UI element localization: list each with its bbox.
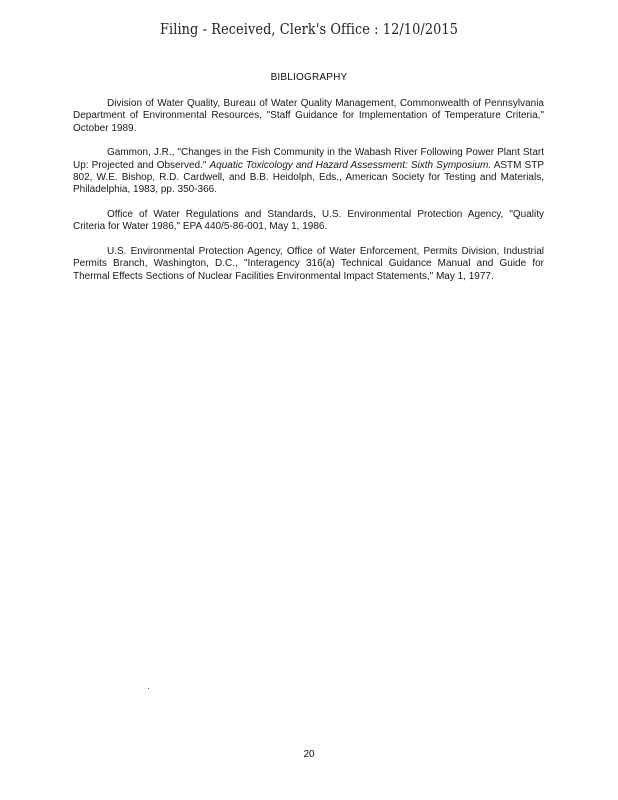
page-title: BIBLIOGRAPHY — [270, 72, 348, 83]
entry-2-citation-start: Gammon, J.R., "Changes in the Fish Community in the Wabash River Following Power Plant Start Up: Projected and Observed." — [73, 147, 544, 171]
bibliography-entry-4: U.S. Environmental Protection Agency, Office of Water Enforcement, Permits Division, Industrial Permits Branch, Washington, D.C., "Interagency 316(a) Technical Guidance Manual and Guide for Thermal Effects Sections of Nuclear Facilities Environmental Impact Statements," May 1, 1977. — [73, 246, 544, 282]
scan-speck — [148, 688, 149, 689]
page-number: 20 — [303, 749, 315, 760]
bibliography-entry-1: Division of Water Quality, Bureau of Water Quality Management, Commonwealth of Pennsylvania Department of Environmental Resources, "Staff Guidance for Implementation of Temperature Criteria," October 1989. — [73, 98, 544, 134]
bibliography-entry-3: Office of Water Regulations and Standards, U.S. Environmental Protection Agency, "Quality Criteria for Water 1986," EPA 440/5-86-001, May 1, 1986. — [73, 209, 544, 233]
entry-2-publication-title: Aquatic Toxicology and Hazard Assessment: Sixth Symposium. — [209, 159, 492, 171]
filing-stamp: Filing - Received, Clerk's Office : 12/10/2015 — [159, 20, 459, 38]
bibliography-list — [73, 98, 544, 296]
bibliography-entry-2 — [73, 147, 544, 196]
entry-2-citation-end: ASTM STP 802, W.E. Bishop, R.D. Cardwell, and B.B. Heidolph, Eds., American Society for Testing and Materials, Philadelphia, 1983, pp. 350-366. — [73, 159, 544, 196]
